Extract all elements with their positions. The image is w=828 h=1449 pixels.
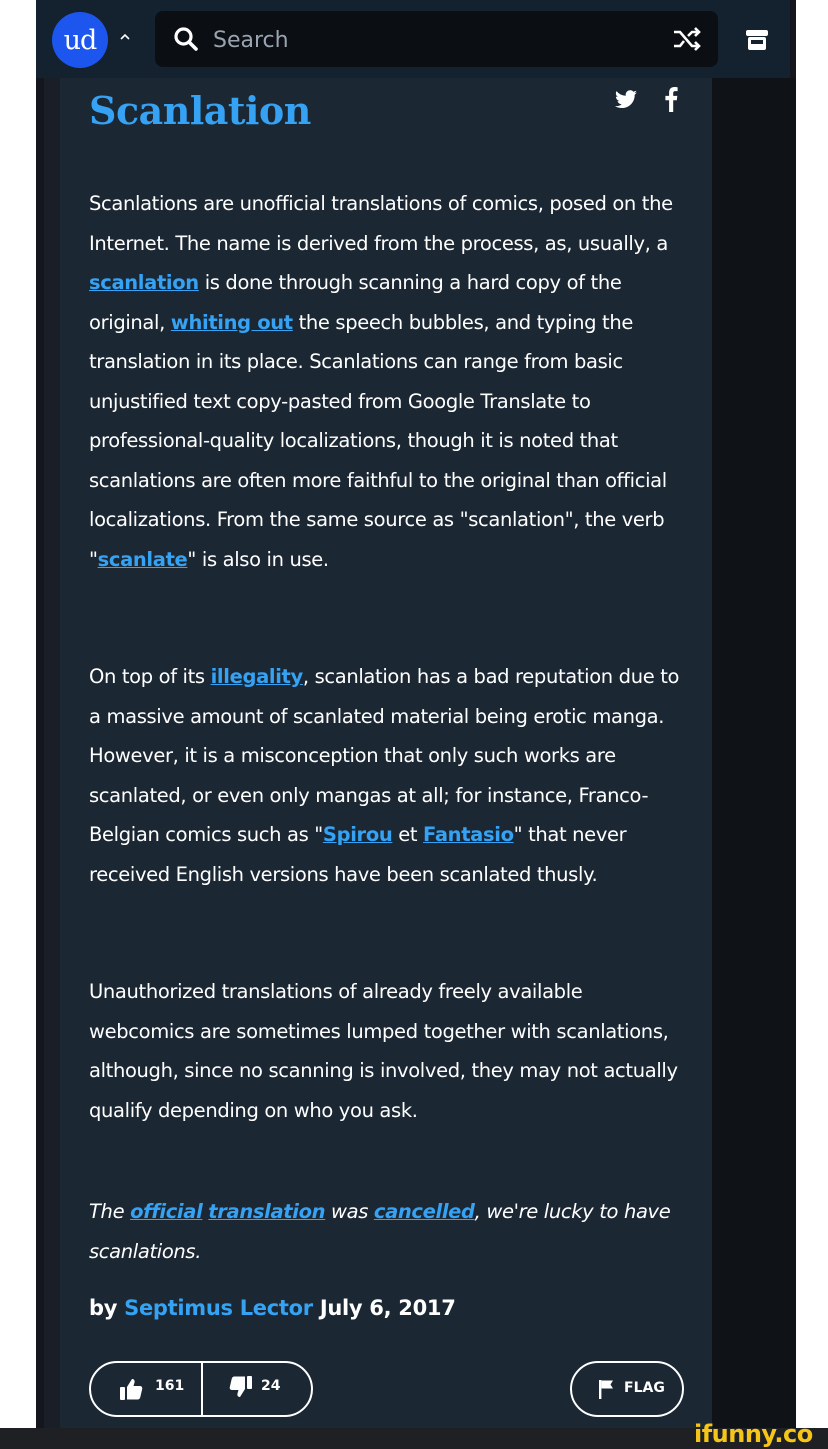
byline-prefix: by (89, 1296, 125, 1320)
link-whiting-out[interactable]: whiting out (170, 310, 293, 334)
link-official[interactable]: official (130, 1200, 203, 1223)
twitter-icon[interactable] (614, 90, 638, 110)
text-run: " that never received English versions have been scanlated thusly. (89, 823, 627, 886)
link-cancelled[interactable]: cancelled (373, 1200, 475, 1223)
facebook-icon[interactable] (664, 86, 678, 112)
definition-paragraph-1 (89, 184, 689, 579)
text-run: On top of its (89, 665, 211, 688)
definition-paragraph-2 (89, 657, 689, 894)
ud-logo[interactable]: ud (52, 12, 108, 68)
link-scanlate[interactable]: scanlate (97, 547, 188, 571)
text-run: " is also in use. (187, 547, 329, 571)
flag-label: FLAG (624, 1380, 665, 1396)
ifunny-watermark: ifunny.co (694, 1420, 813, 1448)
link-spirou[interactable]: Spirou (322, 823, 393, 846)
text-run: et (392, 823, 424, 846)
left-gutter (44, 78, 60, 1428)
text-run: the speech bubbles, and typing the translation in its place. Scanlations can range from basic unjustified text copy-pasted from Google Translate to professional-quality localizations, though it is noted that scanlations are often more faithful to the original than official localizations. From the same source as "scanlation", the verb " (89, 310, 667, 571)
search-bar[interactable] (155, 11, 718, 67)
byline (89, 1296, 456, 1320)
thumbs-down-icon (229, 1375, 253, 1399)
caret-up-icon[interactable] (116, 28, 134, 46)
flag-button[interactable] (570, 1361, 684, 1417)
thumbs-up-icon (119, 1377, 143, 1401)
right-gutter (712, 78, 796, 1428)
definition-paragraph-3: Unauthorized translations of already freely available webcomics are sometimes lumped together with scanlations, although, since no scanning is involved, they may not actually qualify depending on who you ask. (89, 980, 678, 1122)
text-run: was (325, 1200, 374, 1223)
store-icon[interactable] (743, 26, 771, 54)
text-run: The (89, 1200, 131, 1223)
link-fantasio[interactable]: Fantasio (423, 823, 514, 846)
downvote-count: 24 (261, 1378, 281, 1394)
upvote-button[interactable] (91, 1363, 201, 1415)
link-scanlation[interactable]: scanlation (89, 271, 199, 294)
search-input[interactable] (211, 19, 635, 61)
downvote-button[interactable] (203, 1363, 313, 1415)
entry-title[interactable]: Scanlation (89, 88, 311, 133)
entry-date: July 6, 2017 (312, 1296, 456, 1320)
search-icon (173, 26, 199, 52)
example-sentence (89, 1192, 689, 1271)
shuffle-icon[interactable] (672, 25, 702, 53)
link-translation[interactable]: translation (208, 1200, 326, 1223)
text-run: , scanlation has a bad reputation due to a massive amount of scanlated material being erotic manga. However, it is a misconception that only such works are scanlated, or even only mangas at all; for instance, Franco-Belgian comics such as " (89, 665, 680, 846)
upvote-count: 161 (155, 1378, 185, 1394)
text-run: is done through scanning a hard copy of the original, (89, 271, 622, 334)
text-run: Scanlations are unofficial translations of comics, posed on the Internet. The name is derived from the process, as, usually, a (89, 192, 673, 255)
flag-icon (598, 1379, 614, 1399)
author-link[interactable]: Septimus Lector (124, 1296, 313, 1320)
vote-buttons (89, 1361, 313, 1417)
text-run: , we're lucky to have scanlations. (89, 1200, 671, 1263)
link-illegality[interactable]: illegality (210, 665, 303, 688)
